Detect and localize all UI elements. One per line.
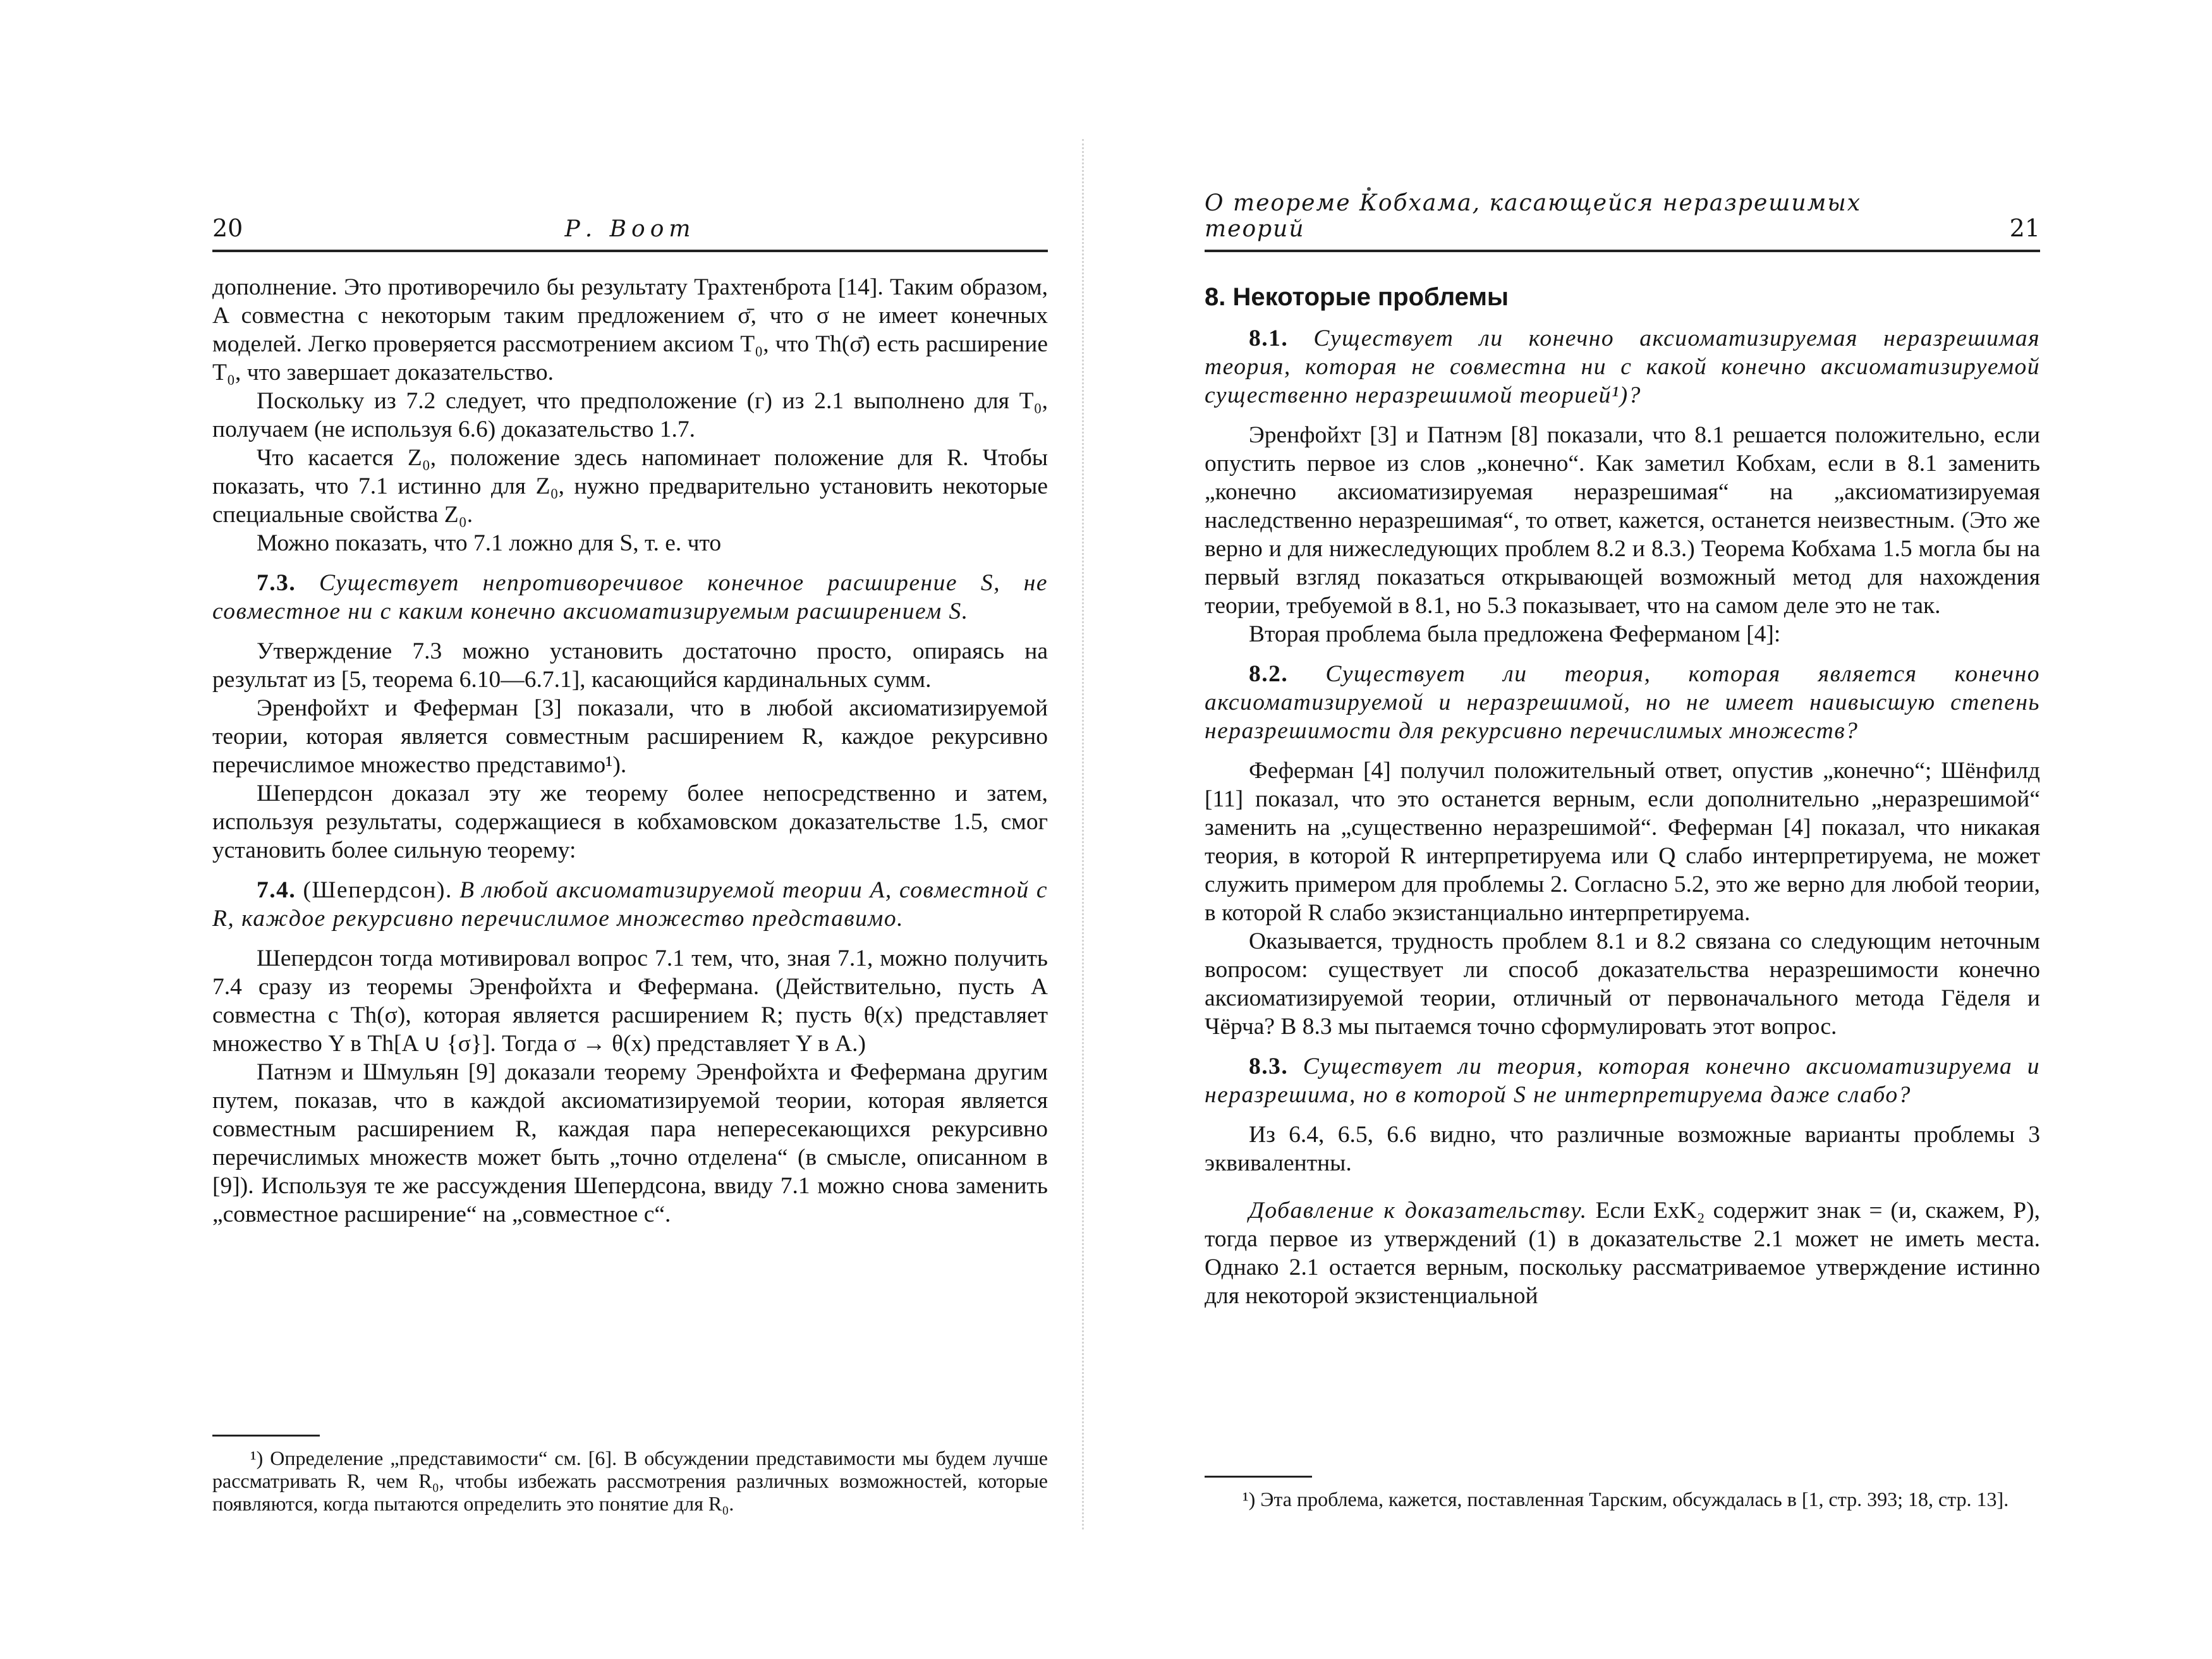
statement-text: Существует непротиворечивое конечное расширение S, не совместное ни с каким конечно аксиоматизируемым расширением S. <box>212 570 1048 624</box>
right-footnotes <box>1205 1476 2040 1510</box>
footnote-rule <box>1205 1476 1312 1478</box>
section-heading: 8. Некоторые проблемы <box>1205 283 1509 311</box>
running-title: О теореме Кобхама, касающейся неразрешимых теорий <box>1205 190 1862 242</box>
statement-8-3 <box>1205 1052 2040 1109</box>
statement-text: В любой аксиоматизируемой теории A, совместной с R, каждое рекурсивно перечислимое множество представимо. <box>212 877 1048 932</box>
footnote-rule <box>212 1435 320 1437</box>
paragraph: Шепердсон доказал эту же теорему более непосредственно и затем, используя результаты, содержащиеся в кобхамовском доказательстве 1.5, смог установить более сильную теорему: <box>212 781 1048 863</box>
paragraph: Шепердсон тогда мотивировал вопрос 7.1 тем, что, зная 7.1, можно получить 7.4 сразу из теоремы Эренфойхта и Фефермана. (Действительно, пусть A совместна с Th(σ), которая является расширением R; пусть θ(x) представляет множество Y в Th[A ∪ {σ}]. Тогда σ → θ(x) представляет Y в A.) <box>212 945 1048 1057</box>
paragraph: Оказывается, трудность проблем 8.1 и 8.2 связана со следующим неточным вопросом: существует ли способ доказательства неразрешимости конечно аксиоматизируемой теории, отличный от первоначального метода Гёделя и Чёрча? В 8.3 мы пытаемся точно сформулировать этот вопрос. <box>1205 928 2040 1040</box>
left-page-body <box>212 273 1048 1229</box>
left-page-header <box>212 205 1048 252</box>
paragraph: дополнение. Это противоречило бы результату Трахтенброта [14]. Таким образом, A совместна с некоторым таким предложением σ̄, что σ не имеет конечных моделей. Легко проверяется рассмотрением аксиом T₀, что Th(σ̄) есть расширение T₀, что завершает доказательство. <box>212 274 1048 386</box>
running-title: Р. Воот <box>564 216 696 242</box>
addendum-title: Добавление к доказательству. <box>1249 1198 1588 1224</box>
right-page-header <box>1205 190 2040 252</box>
statement-number: 7.3. <box>257 570 296 596</box>
addendum <box>1205 1196 2040 1310</box>
statement-number: 7.4. <box>257 877 296 903</box>
statement-8-2 <box>1205 660 2040 745</box>
statement-text: Существует ли теория, которая является конечно аксиоматизируемой и неразрешимой, но не имеет наивысшую степень неразрешимости для рекурсивно перечислимых множеств? <box>1205 661 2040 744</box>
paragraph: Поскольку из 7.2 следует, что предположение (г) из 2.1 выполнено для T₀, получаем (не используя 6.6) доказательство 1.7. <box>212 388 1048 442</box>
paragraph: Патнэм и Шмульян [9] доказали теорему Эренфойхта и Фефермана другим путем, показав, что в каждой аксиоматизируемой теории, которая является совместным расширением R, каждая пара непересекающихся рекурсивно перечислимых множеств может быть „точно отделена“ (в смысле, описанном в [9]). Используя те же рассуждения Шепердсона, ввиду 7.1 можно снова заменить „совместное расширение“ на „совместное с“. <box>212 1059 1048 1227</box>
right-page-body <box>1205 283 2040 1310</box>
paragraph: Можно показать, что 7.1 ложно для S, т. е. что <box>257 530 722 556</box>
statement-8-1 <box>1205 324 2040 410</box>
paragraph: Феферман [4] получил положительный ответ, опустив „конечно“; Шёнфилд [11] показал, что это останется верным, если дополнительно „неразрешимой“ заменить на „существенно неразрешимой“. Феферман [4] показал, что никакая теория, в которой R интерпретируема или Q слабо интерпретируема, не может служить примером для проблемы 2. Согласно 5.2, это же верно для любой теории, в которой R слабо экзистанциально интерпретируема. <box>1205 758 2040 926</box>
page-number: 21 <box>2009 214 2040 242</box>
statement-7-4 <box>212 876 1048 933</box>
statement-author: (Шепердсон). <box>303 877 453 903</box>
footnote: ¹) Определение „представимости“ см. [6]. В обсуждении представимости мы будем лучше рассматривать R, чем R₀, чтобы избежать рассмотрения различных возможностей, которые появляются, когда пытаются определить это понятие для R₀. <box>212 1447 1048 1515</box>
addendum-text: Если ExK₂ содержит знак = (и, скажем, P), тогда первое из утверждений (1) в доказательстве 2.1 может не иметь места. Однако 2.1 остается верным, поскольку рассматриваемое утверждение истинно для некоторой экзистенциальной <box>1205 1198 2041 1309</box>
statement-number: 8.2. <box>1249 661 1289 687</box>
statement-number: 8.3. <box>1249 1054 1289 1079</box>
statement-7-3 <box>212 569 1048 626</box>
left-footnotes <box>212 1435 1048 1515</box>
statement-text: Существует ли конечно аксиоматизируемая неразрешимая теория, которая не совместна ни с какой конечно аксиоматизируемой существенно неразрешимой теорией¹)? <box>1205 325 2041 408</box>
statement-number: 8.1. <box>1249 325 1289 351</box>
page-number: 20 <box>212 214 243 242</box>
paragraph: Эренфойхт и Феферман [3] показали, что в любой аксиоматизируемой теории, которая является совместным расширением R, каждое рекурсивно перечислимое множество представимо¹). <box>212 695 1048 778</box>
paragraph: Эренфойхт [3] и Патнэм [8] показали, что 8.1 решается положительно, если опустить первое из слов „конечно“. Как заметил Кобхам, если в 8.1 заменить „конечно аксиоматизируемая неразрешимая“ на „аксиоматизируемая наследственно неразрешимая“, то ответ, кажется, останется неизвестным. (Это же верно и для нижеследующих проблем 8.2 и 8.3.) Теорема Кобхама 1.5 могла бы на первый взгляд показаться открывающей возможный метод для нахождения теории, требуемой в 8.1, но 5.3 показывает, что на самом деле это не так. <box>1205 422 2040 619</box>
statement-text: Существует ли теория, которая конечно аксиоматизируема и неразрешима, но в которой S не интерпретируема даже слабо? <box>1205 1054 2041 1108</box>
paragraph: Вторая проблема была предложена Феферманом [4]: <box>1249 621 1781 647</box>
paragraph: Из 6.4, 6.5, 6.6 видно, что различные возможные варианты проблемы 3 эквивалентны. <box>1205 1122 2040 1176</box>
paragraph: Утверждение 7.3 можно установить достаточно просто, опираясь на результат из [5, теорема 6.10—6.7.1], касающийся кардинальных сумм. <box>212 638 1048 693</box>
paragraph: Что касается Z₀, положение здесь напоминает положение для R. Чтобы показать, что 7.1 истинно для Z₀, нужно предварительно установить некоторые специальные свойства Z₀. <box>212 445 1048 528</box>
footnote: ¹) Эта проблема, кажется, поставленная Тарским, обсуждалась в [1, стр. 393; 18, стр. 13]. <box>1243 1488 2009 1510</box>
right-page <box>1106 0 2212 1659</box>
